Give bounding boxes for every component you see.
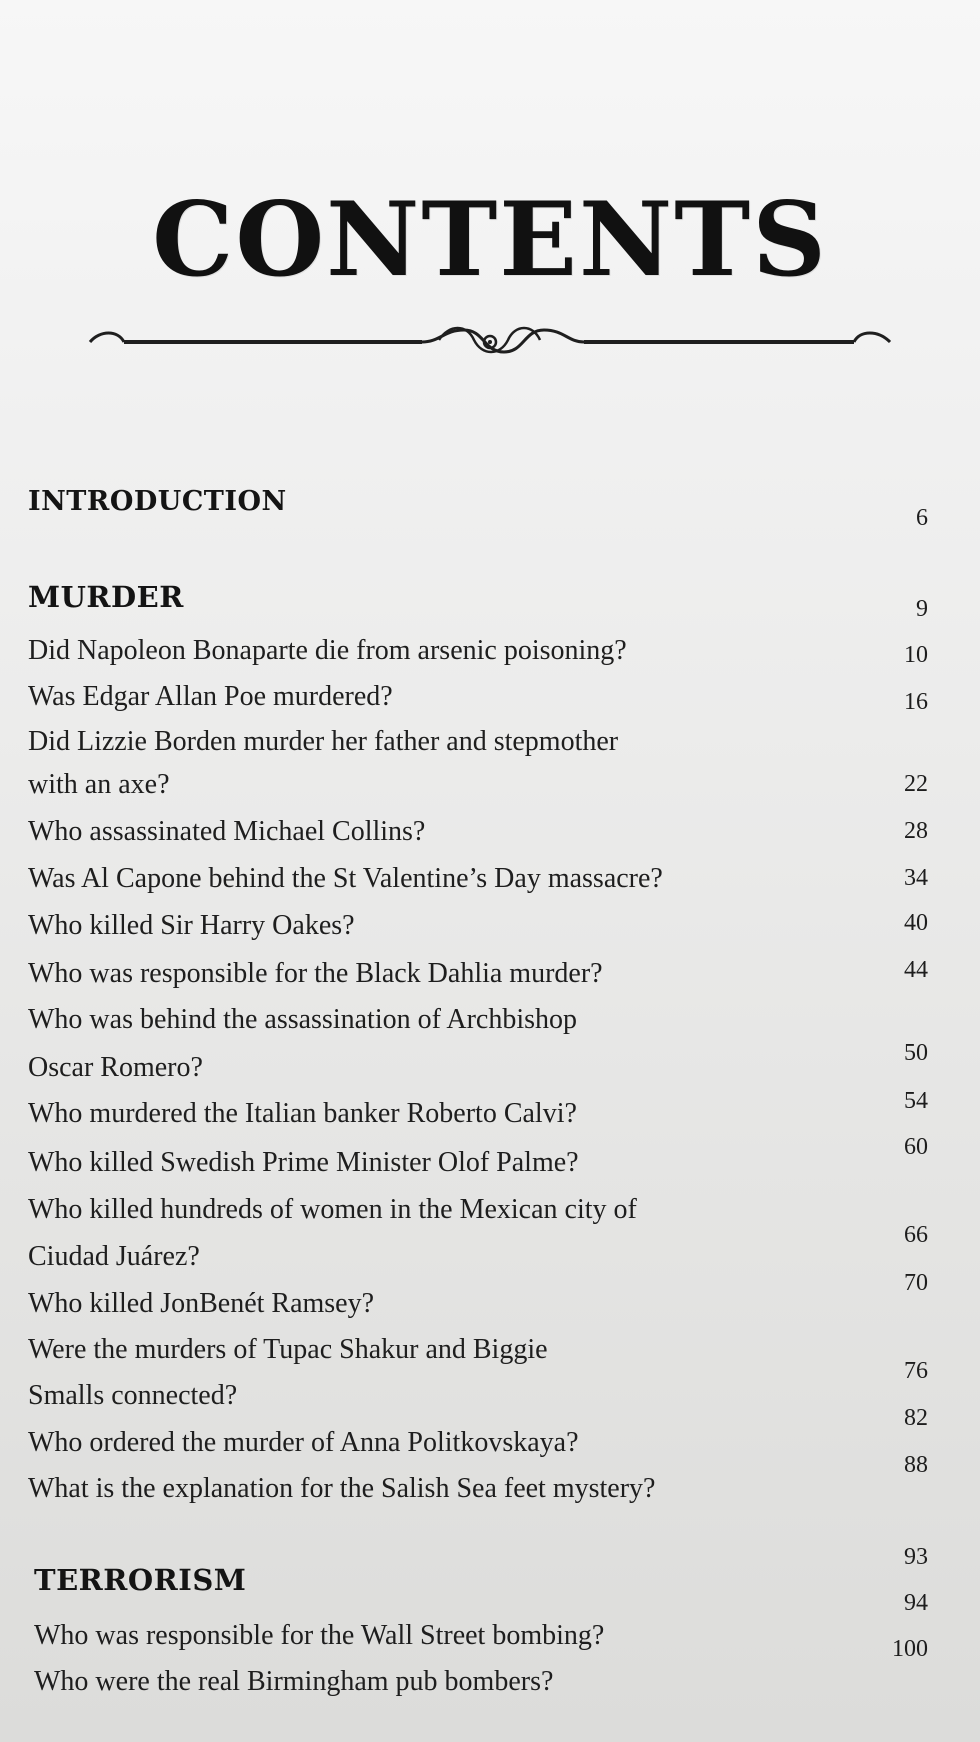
- page-title: CONTENTS: [152, 180, 828, 300]
- toc-entry-wall-street: Who was responsible for the Wall Street bombing?: [34, 1620, 605, 1651]
- toc-page-palme: 60: [904, 1134, 928, 1160]
- toc-page-birmingham: 100: [892, 1636, 928, 1662]
- toc-entry-romero-line1: Who was behind the assassination of Archbishop: [28, 1004, 578, 1035]
- toc-page-tupac: 76: [904, 1358, 928, 1384]
- section-heading-introduction: INTRODUCTION: [28, 486, 287, 517]
- toc-entry-palme: Who killed Swedish Prime Minister Olof Palme?: [28, 1147, 579, 1178]
- toc-page-politkovskaya: 82: [904, 1405, 928, 1431]
- toc-entry-ramsey: Who killed JonBenét Ramsey?: [28, 1288, 375, 1319]
- toc-entry-birmingham: Who were the real Birmingham pub bombers?: [34, 1666, 554, 1697]
- toc-page-wall-street: 94: [904, 1590, 928, 1616]
- toc-entry-tupac-line2: Smalls connected?: [28, 1380, 238, 1411]
- toc-entry-collins: Who assassinated Michael Collins?: [28, 816, 426, 847]
- toc-entry-borden-line1: Did Lizzie Borden murder her father and stepmother: [28, 726, 619, 757]
- toc-entry-juarez-line1: Who killed hundreds of women in the Mexican city of: [28, 1194, 637, 1225]
- toc-entry-napoleon: Did Napoleon Bonaparte die from arsenic poisoning?: [28, 635, 627, 666]
- toc-page-collins: 28: [904, 818, 928, 844]
- introduction-page-number: 6: [916, 505, 928, 531]
- toc-entry-dahlia: Who was responsible for the Black Dahlia murder?: [28, 958, 603, 989]
- title-ornament: [84, 322, 896, 378]
- toc-page-dahlia: 44: [904, 957, 928, 983]
- section-heading-murder: MURDER: [28, 580, 184, 614]
- toc-page-ramsey: 70: [904, 1270, 928, 1296]
- toc-page-oakes: 40: [904, 910, 928, 936]
- toc-page-salish: 88: [904, 1452, 928, 1478]
- toc-entry-borden-line2: with an axe?: [28, 769, 170, 800]
- toc-entry-oakes: Who killed Sir Harry Oakes?: [28, 910, 355, 941]
- toc-entry-capone: Was Al Capone behind the St Valentine’s Day massacre?: [28, 863, 663, 894]
- toc-entry-poe: Was Edgar Allan Poe murdered?: [28, 681, 393, 712]
- toc-page-capone: 34: [904, 865, 928, 891]
- toc-entry-salish: What is the explanation for the Salish Sea feet mystery?: [28, 1473, 656, 1504]
- toc-entry-romero-line2: Oscar Romero?: [28, 1052, 203, 1083]
- toc-page-poe: 16: [904, 689, 928, 715]
- toc-entry-tupac-line1: Were the murders of Tupac Shakur and Biggie: [28, 1334, 548, 1365]
- murder-page-number: 9: [916, 596, 928, 622]
- toc-page-romero: 50: [904, 1040, 928, 1066]
- toc-page-juarez: 66: [904, 1222, 928, 1248]
- toc-page-calvi: 54: [904, 1088, 928, 1114]
- toc-entry-politkovskaya: Who ordered the murder of Anna Politkovskaya?: [28, 1427, 579, 1458]
- terrorism-page-number: 93: [904, 1544, 928, 1570]
- toc-entry-juarez-line2: Ciudad Juárez?: [28, 1241, 200, 1272]
- toc-page-borden: 22: [904, 771, 928, 797]
- toc-page-napoleon: 10: [904, 642, 928, 668]
- section-heading-terrorism: TERRORISM: [34, 1563, 247, 1597]
- toc-entry-calvi: Who murdered the Italian banker Roberto Calvi?: [28, 1098, 577, 1129]
